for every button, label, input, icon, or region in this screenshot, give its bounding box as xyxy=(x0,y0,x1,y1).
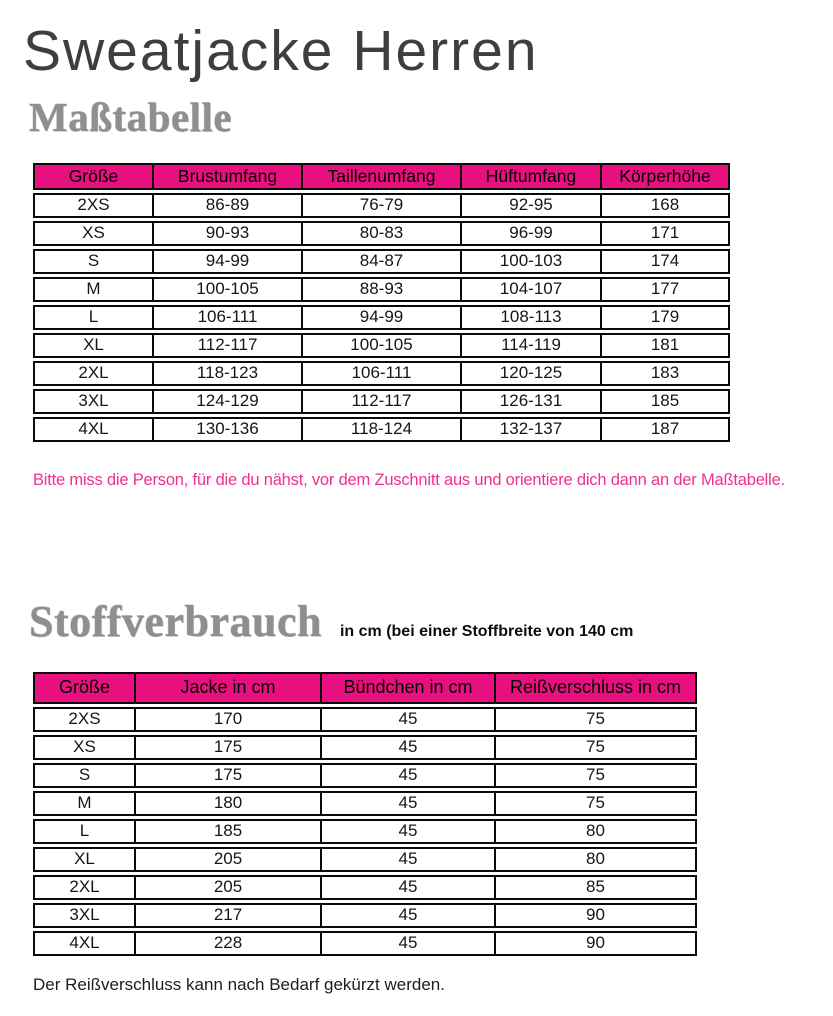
masstabelle-heading: Maßtabelle xyxy=(29,93,233,140)
value-cell: 45 xyxy=(321,847,495,872)
value-cell: 130-136 xyxy=(153,417,302,442)
value-cell: 80 xyxy=(495,819,697,844)
measure-note: Bitte miss die Person, für die du nähst, vor dem Zuschnitt aus und orientiere dich dann an der Maßtabelle. xyxy=(33,470,785,489)
value-cell: 132-137 xyxy=(461,417,601,442)
table-row xyxy=(33,277,730,302)
stoffverbrauch-subtitle: in cm (bei einer Stoffbreite von 140 cm xyxy=(339,622,634,640)
table-row xyxy=(33,847,697,872)
value-cell: 45 xyxy=(321,791,495,816)
table-row xyxy=(33,819,697,844)
value-cell: 170 xyxy=(135,707,321,732)
value-cell: 180 xyxy=(135,791,321,816)
value-cell: 45 xyxy=(321,931,495,956)
value-cell: 45 xyxy=(321,707,495,732)
table-row xyxy=(33,333,730,358)
value-cell: 45 xyxy=(321,875,495,900)
value-cell: 90 xyxy=(495,903,697,928)
value-cell: 228 xyxy=(135,931,321,956)
value-cell: 112-117 xyxy=(302,389,461,414)
column-header: Taillenumfang xyxy=(302,163,461,190)
value-cell: 205 xyxy=(135,875,321,900)
size-cell: 4XL xyxy=(33,931,135,956)
table-row xyxy=(33,305,730,330)
value-cell: 106-111 xyxy=(153,305,302,330)
column-header: Reißverschluss in cm xyxy=(495,672,697,704)
column-header: Körperhöhe xyxy=(601,163,730,190)
size-cell: L xyxy=(33,305,153,330)
size-cell: XS xyxy=(33,221,153,246)
value-cell: 187 xyxy=(601,417,730,442)
size-cell: M xyxy=(33,791,135,816)
table-row xyxy=(33,361,730,386)
table-row xyxy=(33,221,730,246)
header-row xyxy=(33,672,697,704)
value-cell: 185 xyxy=(135,819,321,844)
table-row xyxy=(33,903,697,928)
table-row xyxy=(33,417,730,442)
size-cell: S xyxy=(33,763,135,788)
value-cell: 175 xyxy=(135,763,321,788)
value-cell: 177 xyxy=(601,277,730,302)
size-cell: 2XS xyxy=(33,193,153,218)
value-cell: 174 xyxy=(601,249,730,274)
header-row xyxy=(33,163,730,190)
masstabelle-table xyxy=(33,160,730,445)
value-cell: 96-99 xyxy=(461,221,601,246)
value-cell: 45 xyxy=(321,903,495,928)
size-cell: 2XS xyxy=(33,707,135,732)
value-cell: 183 xyxy=(601,361,730,386)
value-cell: 88-93 xyxy=(302,277,461,302)
table-row xyxy=(33,931,697,956)
value-cell: 112-117 xyxy=(153,333,302,358)
stoffverbrauch-table xyxy=(33,669,697,959)
column-header: Größe xyxy=(33,672,135,704)
value-cell: 86-89 xyxy=(153,193,302,218)
value-cell: 118-124 xyxy=(302,417,461,442)
size-cell: L xyxy=(33,819,135,844)
value-cell: 106-111 xyxy=(302,361,461,386)
table-row xyxy=(33,875,697,900)
stoffverbrauch-heading: Stoffverbrauch xyxy=(29,596,322,646)
value-cell: 175 xyxy=(135,735,321,760)
value-cell: 120-125 xyxy=(461,361,601,386)
size-cell: 2XL xyxy=(33,875,135,900)
size-cell: 3XL xyxy=(33,389,153,414)
value-cell: 104-107 xyxy=(461,277,601,302)
table-row xyxy=(33,791,697,816)
value-cell: 124-129 xyxy=(153,389,302,414)
size-cell: XL xyxy=(33,333,153,358)
value-cell: 100-105 xyxy=(153,277,302,302)
size-cell: XL xyxy=(33,847,135,872)
value-cell: 94-99 xyxy=(302,305,461,330)
value-cell: 217 xyxy=(135,903,321,928)
value-cell: 75 xyxy=(495,735,697,760)
column-header: Jacke in cm xyxy=(135,672,321,704)
value-cell: 100-105 xyxy=(302,333,461,358)
value-cell: 108-113 xyxy=(461,305,601,330)
value-cell: 205 xyxy=(135,847,321,872)
value-cell: 118-123 xyxy=(153,361,302,386)
value-cell: 75 xyxy=(495,763,697,788)
size-cell: 2XL xyxy=(33,361,153,386)
column-header: Brustumfang xyxy=(153,163,302,190)
page-title: Sweatjacke Herren xyxy=(23,19,539,83)
value-cell: 114-119 xyxy=(461,333,601,358)
value-cell: 76-79 xyxy=(302,193,461,218)
value-cell: 185 xyxy=(601,389,730,414)
value-cell: 171 xyxy=(601,221,730,246)
value-cell: 126-131 xyxy=(461,389,601,414)
stoffverbrauch-header-row xyxy=(29,596,833,646)
size-cell: 4XL xyxy=(33,417,153,442)
value-cell: 100-103 xyxy=(461,249,601,274)
value-cell: 75 xyxy=(495,707,697,732)
table-row xyxy=(33,193,730,218)
size-cell: 3XL xyxy=(33,903,135,928)
value-cell: 75 xyxy=(495,791,697,816)
value-cell: 45 xyxy=(321,735,495,760)
column-header: Größe xyxy=(33,163,153,190)
column-header: Hüftumfang xyxy=(461,163,601,190)
zipper-note: Der Reißverschluss kann nach Bedarf gekürzt werden. xyxy=(33,974,445,994)
size-cell: XS xyxy=(33,735,135,760)
table-row xyxy=(33,735,697,760)
column-header: Bündchen in cm xyxy=(321,672,495,704)
value-cell: 45 xyxy=(321,819,495,844)
value-cell: 80 xyxy=(495,847,697,872)
value-cell: 94-99 xyxy=(153,249,302,274)
table-row xyxy=(33,763,697,788)
table-row xyxy=(33,389,730,414)
table-row xyxy=(33,249,730,274)
size-cell: M xyxy=(33,277,153,302)
value-cell: 45 xyxy=(321,763,495,788)
value-cell: 80-83 xyxy=(302,221,461,246)
value-cell: 85 xyxy=(495,875,697,900)
value-cell: 168 xyxy=(601,193,730,218)
value-cell: 92-95 xyxy=(461,193,601,218)
size-cell: S xyxy=(33,249,153,274)
value-cell: 84-87 xyxy=(302,249,461,274)
value-cell: 181 xyxy=(601,333,730,358)
table-row xyxy=(33,707,697,732)
value-cell: 90-93 xyxy=(153,221,302,246)
value-cell: 179 xyxy=(601,305,730,330)
value-cell: 90 xyxy=(495,931,697,956)
